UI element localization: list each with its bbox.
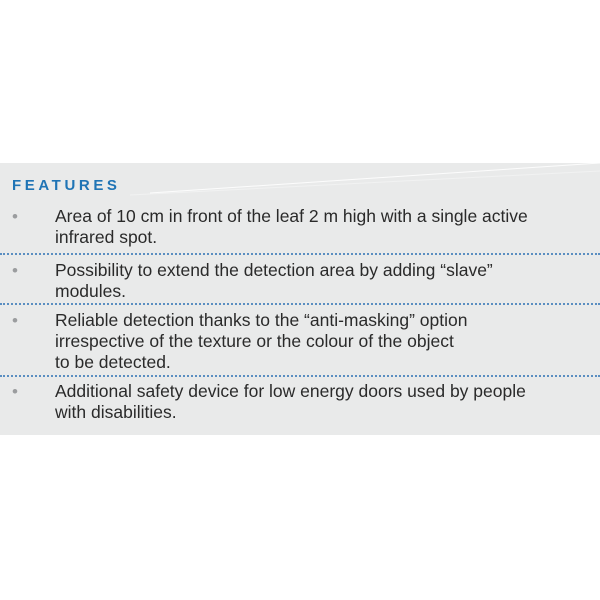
- bullet-icon: •: [12, 382, 18, 401]
- feature-item-1: [0, 206, 600, 248]
- bullet-icon: •: [12, 261, 18, 280]
- dotted-divider: [0, 375, 600, 377]
- bullet-icon: •: [12, 311, 18, 330]
- dotted-divider: [0, 253, 600, 255]
- feature-item-4: [0, 381, 600, 423]
- feature-text: Possibility to extend the detection area by adding “slave” modules.: [55, 260, 493, 301]
- bullet-icon: •: [12, 207, 18, 226]
- dotted-divider: [0, 303, 600, 305]
- feature-text: Additional safety device for low energy doors used by people with disabilities.: [55, 381, 526, 422]
- feature-item-2: [0, 260, 600, 302]
- features-heading: FEATURES: [12, 177, 121, 194]
- feature-item-3: [0, 310, 600, 373]
- features-panel: [0, 163, 600, 435]
- feature-text: Reliable detection thanks to the “anti-masking” option irrespective of the texture or the colour of the object to be detected.: [55, 310, 468, 372]
- feature-text: Area of 10 cm in front of the leaf 2 m high with a single active infrared spot.: [55, 206, 528, 247]
